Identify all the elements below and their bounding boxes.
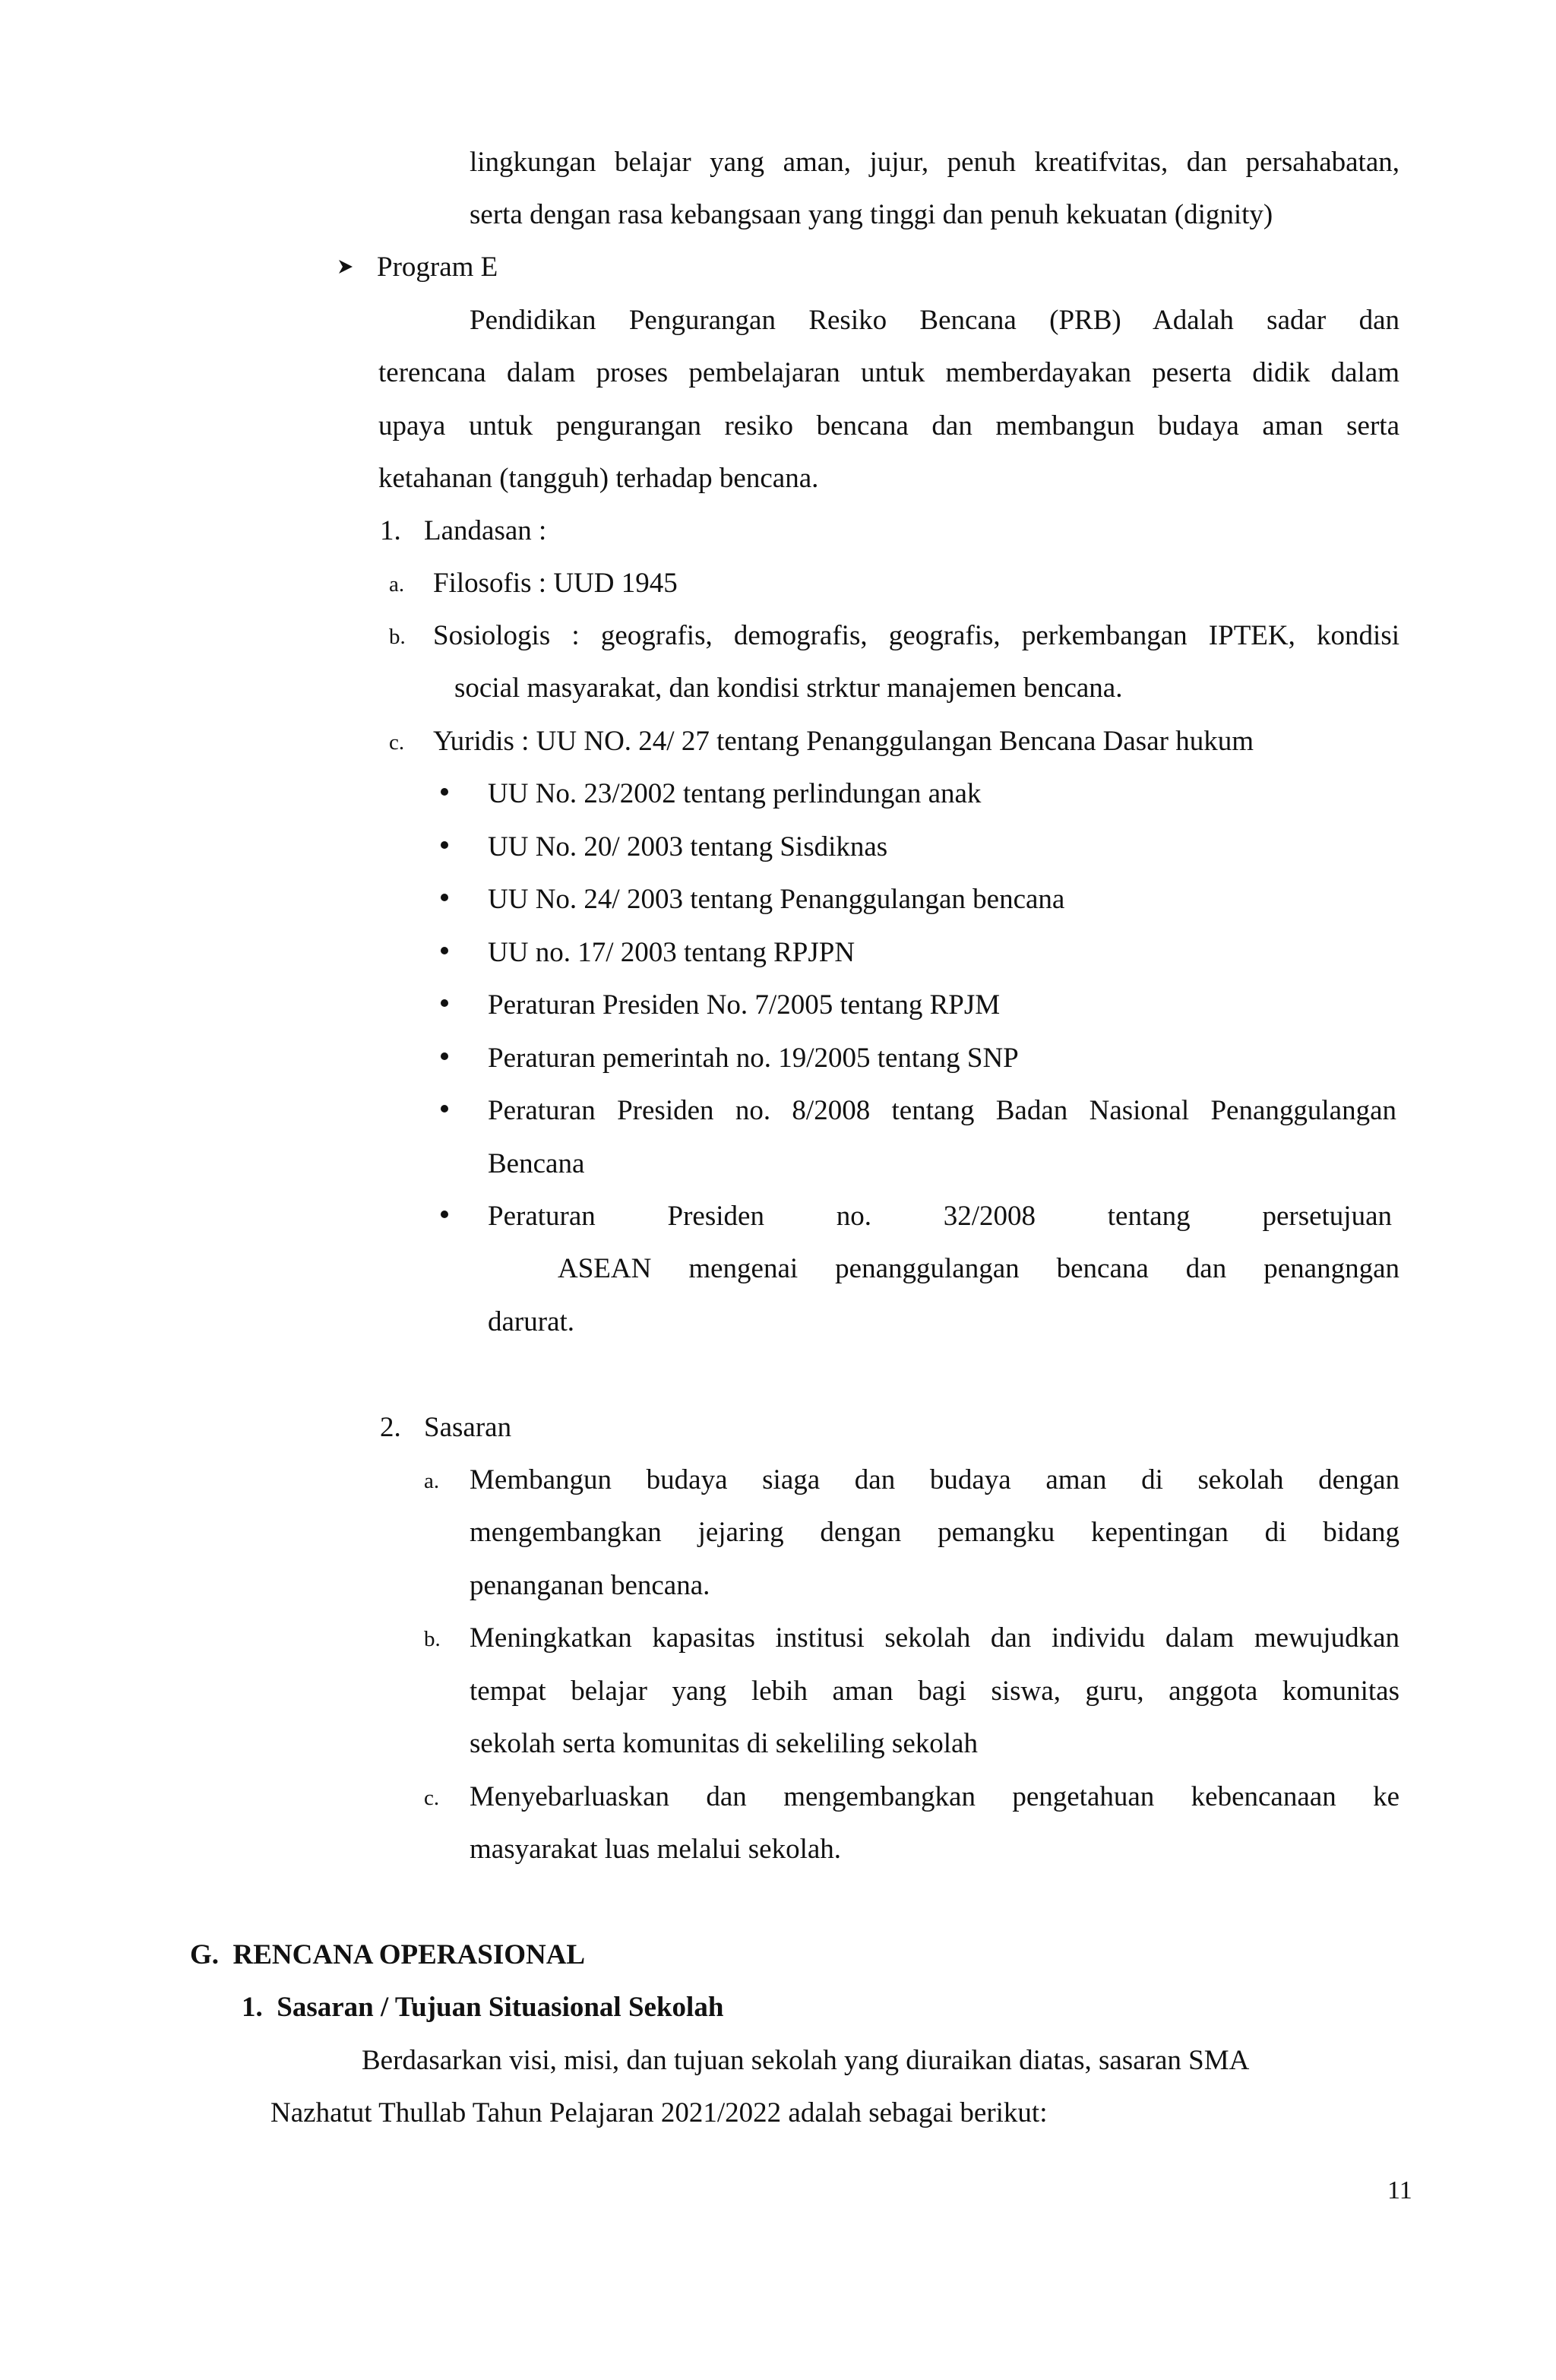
sasaran-a-line: Membangun budaya siaga dan budaya aman di sekolah dengan	[470, 1464, 1399, 1495]
list-marker: a.	[424, 1469, 440, 1493]
sasaran-c-line: masyarakat luas melalui sekolah.	[470, 1834, 842, 1865]
list-marker: a.	[389, 572, 405, 597]
yuridis-bullet-continuation: ASEAN mengenai penanggulangan bencana dan penangngan	[558, 1253, 1399, 1284]
yuridis-bullet-item: UU No. 20/ 2003 tentang Sisdiknas	[488, 831, 888, 862]
arrow-bullet-icon	[337, 258, 354, 275]
landasan-sosiologis-line: Sosiologis : geografis, demografis, geografis, perkembangan IPTEK, kondisi	[433, 620, 1399, 651]
yuridis-bullet-item: Peraturan Presiden no. 32/2008 tentang persetujuan	[488, 1201, 1392, 1232]
list-marker: b.	[424, 1627, 441, 1651]
bullet-dot-icon	[441, 999, 448, 1007]
bullet-dot-icon	[441, 1052, 448, 1060]
landasan-title: Landasan :	[424, 515, 547, 546]
sasaran-b-line: tempat belajar yang lebih aman bagi siswa, guru, anggota komunitas	[470, 1676, 1399, 1707]
yuridis-bullet-item: Peraturan Presiden no. 8/2008 tentang Badan Nasional Penanggulangan	[488, 1095, 1396, 1126]
yuridis-bullet-item: Peraturan Presiden No. 7/2005 tentang RPJM	[488, 989, 1001, 1021]
continuation-line: serta dengan rasa kebangsaan yang tinggi dan penuh kekuatan (dignity)	[470, 199, 1273, 230]
program-e-paragraph-line: terencana dalam proses pembelajaran untuk memberdayakan peserta didik dalam	[378, 357, 1399, 388]
yuridis-bullet-continuation: darurat.	[488, 1306, 575, 1337]
program-e-paragraph-line: ketahanan (tangguh) terhadap bencana.	[378, 463, 819, 494]
sasaran-a-line: mengembangkan jejaring dengan pemangku kepentingan di bidang	[470, 1517, 1399, 1548]
section-g-paragraph-line: Berdasarkan visi, misi, dan tujuan sekolah yang diuraikan diatas, sasaran SMA	[362, 2045, 1250, 2076]
yuridis-bullet-item: UU no. 17/ 2003 tentang RPJPN	[488, 937, 855, 968]
sasaran-c-line: Menyebarluaskan dan mengembangkan pengetahuan kebencanaan ke	[470, 1781, 1399, 1812]
section-g-heading: G. RENCANA OPERASIONAL	[190, 1939, 586, 1970]
yuridis-bullet-item: Peraturan pemerintah no. 19/2005 tentang SNP	[488, 1043, 1019, 1074]
page-number: 11	[1387, 2176, 1412, 2204]
bullet-dot-icon	[441, 788, 448, 796]
list-marker: c.	[389, 730, 405, 755]
yuridis-bullet-continuation: Bencana	[488, 1148, 585, 1179]
sasaran-title: Sasaran	[424, 1412, 512, 1443]
bullet-dot-icon	[441, 1211, 448, 1218]
sasaran-b-line: Meningkatkan kapasitas institusi sekolah dan individu dalam mewujudkan	[470, 1622, 1399, 1654]
landasan-sosiologis-line: social masyarakat, dan kondisi strktur manajemen bencana.	[454, 673, 1123, 704]
landasan-number: 1.	[380, 515, 401, 546]
yuridis-bullet-item: UU No. 24/ 2003 tentang Penanggulangan bencana	[488, 884, 1065, 915]
bullet-dot-icon	[441, 947, 448, 954]
section-g-paragraph-line: Nazhatut Thullab Tahun Pelajaran 2021/2022 adalah sebagai berikut:	[270, 2097, 1048, 2128]
bullet-dot-icon	[441, 1105, 448, 1112]
list-marker: c.	[424, 1786, 440, 1810]
bullet-dot-icon	[441, 841, 448, 849]
sasaran-number: 2.	[380, 1412, 401, 1443]
program-e-title: Program E	[377, 252, 498, 283]
sasaran-a-line: penanganan bencana.	[470, 1570, 710, 1601]
yuridis-bullet-item: UU No. 23/2002 tentang perlindungan anak	[488, 778, 982, 809]
landasan-yuridis: Yuridis : UU NO. 24/ 27 tentang Penanggulangan Bencana Dasar hukum	[433, 726, 1254, 757]
list-marker: b.	[389, 625, 406, 649]
sasaran-b-line: sekolah serta komunitas di sekeliling sekolah	[470, 1728, 978, 1759]
landasan-filosofis: Filosofis : UUD 1945	[433, 568, 678, 599]
continuation-line: lingkungan belajar yang aman, jujur, penuh kreatifvitas, dan persahabatan,	[470, 147, 1399, 178]
program-e-paragraph-line: upaya untuk pengurangan resiko bencana dan membangun budaya aman serta	[378, 410, 1399, 442]
section-g-subheading: 1. Sasaran / Tujuan Situasional Sekolah	[242, 1992, 724, 2023]
program-e-paragraph-line: Pendidikan Pengurangan Resiko Bencana (PRB) Adalah sadar dan	[470, 305, 1399, 336]
bullet-dot-icon	[441, 894, 448, 901]
